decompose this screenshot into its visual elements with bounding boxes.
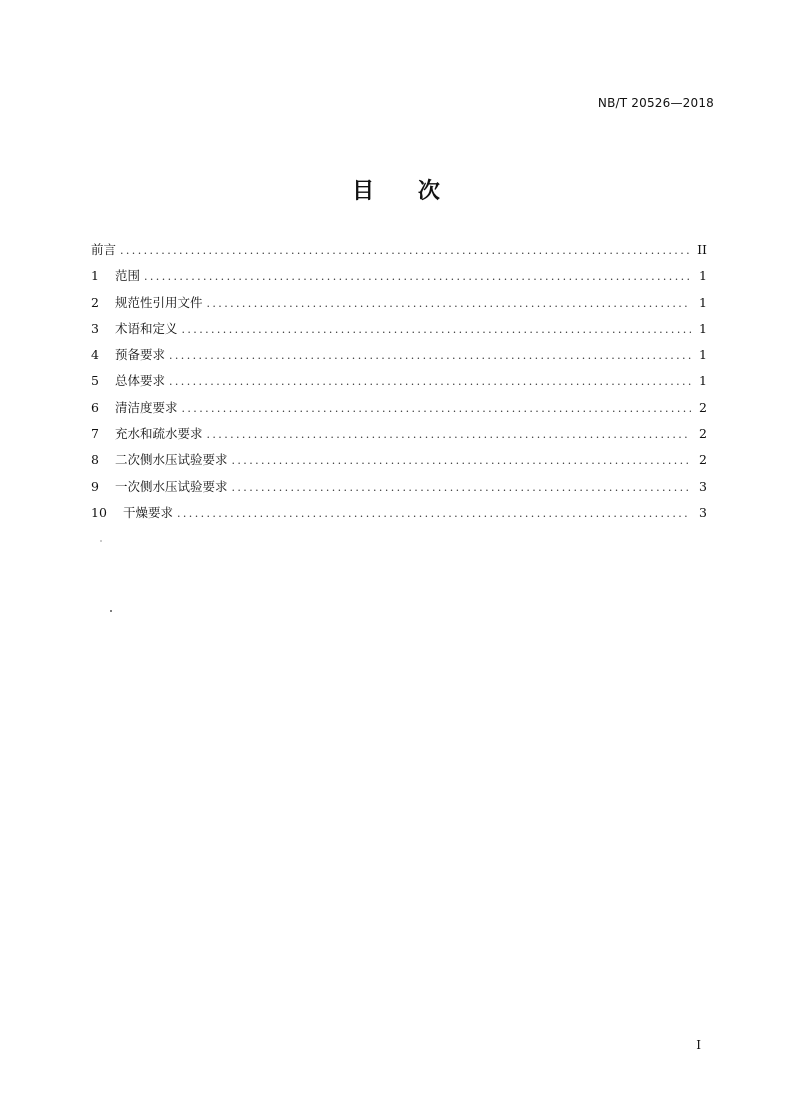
toc-entry-scope[interactable] [91,266,707,292]
toc-entry-page: 2 [699,426,707,442]
toc-entry-cleanliness[interactable] [91,398,707,424]
toc-entry-label: 预备要求 [115,347,166,363]
toc-entry-label: 规范性引用文件 [115,294,203,310]
toc-entry-number: 9 [91,478,99,494]
toc-entry-number: 3 [91,320,99,336]
toc-entry-page: 3 [699,504,707,520]
toc-entry-number: 1 [91,268,99,284]
toc-title: 目 次 [352,179,458,204]
toc-entry-label: 范围 [115,268,141,284]
toc-entry-number: 4 [91,347,99,363]
toc-entry-number: 7 [91,426,99,442]
toc-entry-page: 1 [699,268,707,284]
toc-leader-dots [182,323,691,336]
toc-leader-dots [182,402,691,415]
toc-leader-dots [169,349,691,362]
toc-entry-primary-hydro-test[interactable] [91,477,707,503]
toc-entry-page: II [697,242,707,257]
toc-leader-dots [207,428,691,441]
toc-entry-label: 前言 [91,242,117,257]
toc-leader-dots [144,270,691,283]
toc-entry-label: 总体要求 [115,373,166,389]
standard-code: NB/T 20526—2018 [597,96,714,110]
toc-entry-number: 8 [91,452,99,468]
toc-leader-dots [177,507,691,520]
toc-entry-page: 1 [699,373,707,389]
toc-entry-foreword[interactable] [91,240,707,266]
toc-entry-page: 1 [699,320,707,336]
toc-entry-preparation[interactable] [91,345,707,371]
toc-entry-label: 清洁度要求 [115,399,178,415]
toc-entry-page: 1 [699,294,707,310]
toc-leader-dots [169,375,691,388]
toc-entry-label: 充水和疏水要求 [115,426,203,442]
toc-entry-page: 2 [699,399,707,415]
scan-speck [100,540,102,542]
toc-entry-filling-draining[interactable] [91,424,707,450]
toc-entry-label: 干燥要求 [123,504,174,520]
toc-entry-drying[interactable] [91,503,707,529]
toc-entry-normative-references[interactable] [91,293,707,319]
toc-entry-terms-definitions[interactable] [91,319,707,345]
toc-entry-label: 一次侧水压试验要求 [115,478,228,494]
toc-entry-page: 1 [699,347,707,363]
page-number: I [696,1038,701,1052]
toc-entry-page: 3 [699,478,707,494]
toc-leader-dots [232,454,691,467]
toc-entry-label: 二次侧水压试验要求 [115,452,228,468]
toc-leader-dots [207,297,691,310]
toc-leader-dots [120,244,691,257]
toc-entry-number: 5 [91,373,99,389]
toc-leader-dots [232,481,691,494]
table-of-contents [91,240,707,529]
toc-entry-label: 术语和定义 [115,320,178,336]
toc-entry-secondary-hydro-test[interactable] [91,450,707,476]
toc-entry-number: 2 [91,294,99,310]
toc-entry-number: 6 [91,399,99,415]
toc-entry-page: 2 [699,452,707,468]
scan-speck [110,610,112,612]
toc-entry-general[interactable] [91,371,707,397]
toc-entry-number: 10 [91,504,107,520]
